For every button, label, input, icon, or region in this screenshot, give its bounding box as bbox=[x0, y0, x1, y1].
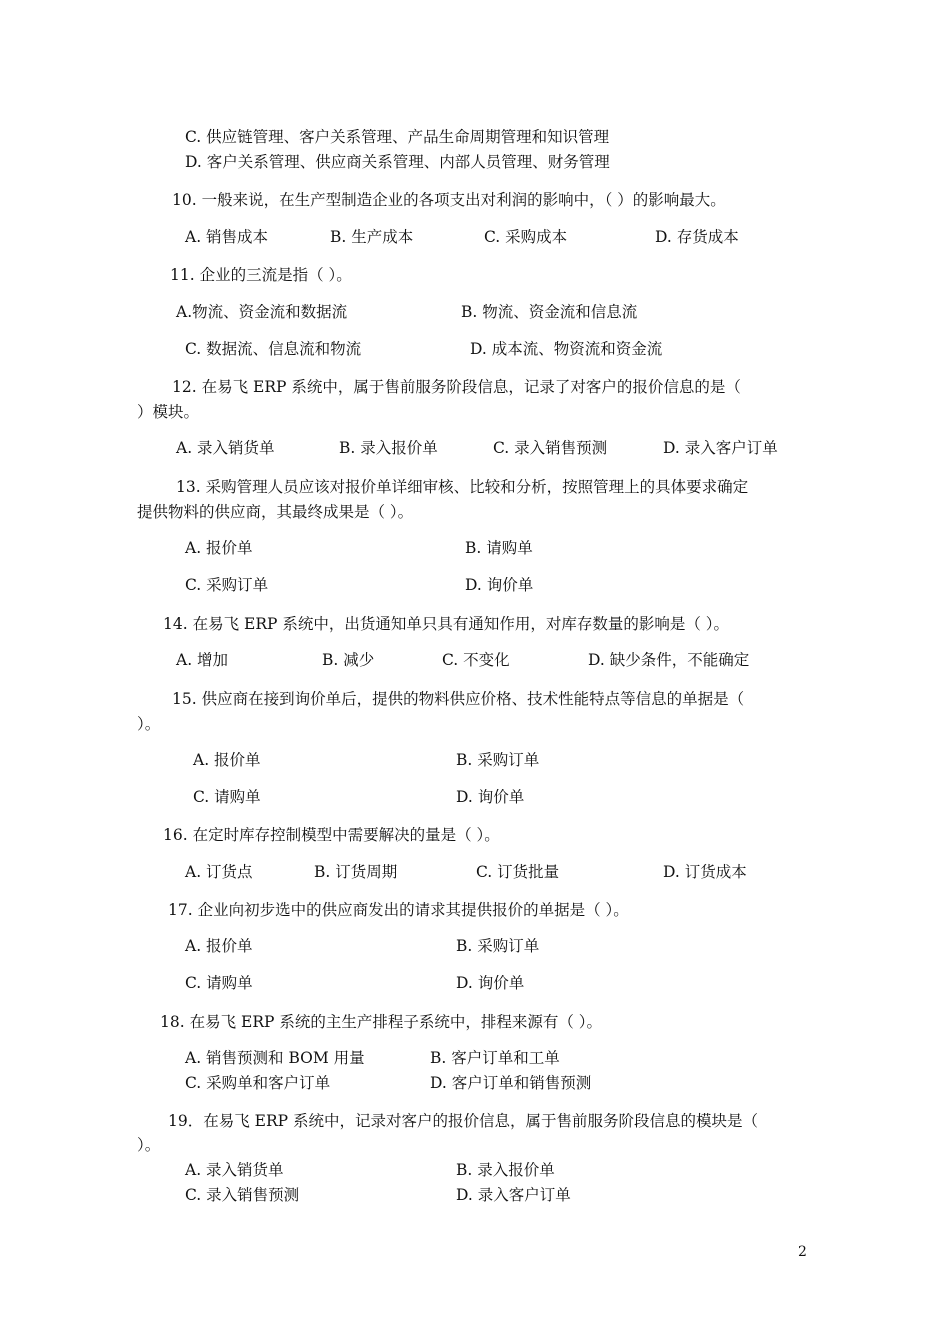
question-11: 11. 企业的三流是指（ ）。 bbox=[170, 266, 352, 284]
question-19-line-2: ）。 bbox=[137, 1136, 161, 1154]
q14-option-d: D. 缺少条件，不能确定 bbox=[588, 651, 750, 669]
q14-option-a: A. 增加 bbox=[176, 651, 229, 669]
q13-option-c: C. 采购订单 bbox=[185, 576, 269, 594]
q16-option-d: D. 订货成本 bbox=[663, 863, 747, 881]
question-13-line-2: 提供物料的供应商，其最终成果是（ ）。 bbox=[137, 503, 414, 521]
q12-option-c: C. 录入销售预测 bbox=[493, 439, 608, 457]
q19-option-d: D. 录入客户订单 bbox=[456, 1186, 571, 1204]
q15-option-d: D. 询价单 bbox=[456, 788, 525, 806]
q19-option-c: C. 录入销售预测 bbox=[185, 1186, 300, 1204]
q17-option-b: B. 采购订单 bbox=[456, 937, 540, 955]
q17-option-a: A. 报价单 bbox=[185, 937, 253, 955]
question-16: 16. 在定时库存控制模型中需要解决的量是（ ）。 bbox=[163, 826, 500, 844]
q9-option-d: D. 客户关系管理、供应商关系管理、内部人员管理、财务管理 bbox=[185, 153, 610, 171]
q15-option-c: C. 请购单 bbox=[193, 788, 261, 806]
question-12-line-1: 12. 在易飞 ERP 系统中，属于售前服务阶段信息，记录了对客户的报价信息的是（ bbox=[172, 378, 741, 396]
q17-option-c: C. 请购单 bbox=[185, 974, 253, 992]
q19-option-b: B. 录入报价单 bbox=[456, 1161, 555, 1179]
q13-option-d: D. 询价单 bbox=[465, 576, 534, 594]
q11-option-d: D. 成本流、物资流和资金流 bbox=[470, 340, 663, 358]
q10-option-c: C. 采购成本 bbox=[484, 228, 568, 246]
question-18: 18. 在易飞 ERP 系统的主生产排程子系统中，排程来源有（ ）。 bbox=[160, 1013, 603, 1031]
question-14: 14. 在易飞 ERP 系统中，出货通知单只具有通知作用，对库存数量的影响是（ ）。 bbox=[163, 615, 730, 633]
q16-option-c: C. 订货批量 bbox=[476, 863, 560, 881]
q9-option-c: C. 供应链管理、客户关系管理、产品生命周期管理和知识管理 bbox=[185, 128, 610, 146]
q12-option-a: A. 录入销货单 bbox=[176, 439, 275, 457]
q19-option-a: A. 录入销货单 bbox=[185, 1161, 284, 1179]
q14-option-c: C. 不变化 bbox=[442, 651, 510, 669]
q15-option-b: B. 采购订单 bbox=[456, 751, 540, 769]
question-19-line-1: 19．在易飞 ERP 系统中，记录对客户的报价信息，属于售前服务阶段信息的模块是（ bbox=[168, 1112, 758, 1130]
q18-option-c: C. 采购单和客户订单 bbox=[185, 1074, 331, 1092]
q16-option-a: A. 订货点 bbox=[185, 863, 253, 881]
q18-option-b: B. 客户订单和工单 bbox=[430, 1049, 560, 1067]
q18-option-d: D. 客户订单和销售预测 bbox=[430, 1074, 592, 1092]
q11-option-a: A.物流、资金流和数据流 bbox=[176, 303, 348, 321]
question-13-line-1: 13. 采购管理人员应该对报价单详细审核、比较和分析，按照管理上的具体要求确定 bbox=[176, 478, 749, 496]
q10-option-a: A. 销售成本 bbox=[185, 228, 269, 246]
question-17: 17. 企业向初步选中的供应商发出的请求其提供报价的单据是（ ）。 bbox=[168, 901, 629, 919]
q12-option-b: B. 录入报价单 bbox=[339, 439, 438, 457]
q10-option-b: B. 生产成本 bbox=[330, 228, 414, 246]
q18-option-a: A. 销售预测和 BOM 用量 bbox=[185, 1049, 365, 1067]
q11-option-b: B. 物流、资金流和信息流 bbox=[461, 303, 638, 321]
q16-option-b: B. 订货周期 bbox=[314, 863, 398, 881]
question-12-line-2: ）模块。 bbox=[137, 403, 200, 421]
q12-option-d: D. 录入客户订单 bbox=[663, 439, 778, 457]
q13-option-a: A. 报价单 bbox=[185, 539, 253, 557]
q15-option-a: A. 报价单 bbox=[193, 751, 261, 769]
q11-option-c: C. 数据流、信息流和物流 bbox=[185, 340, 362, 358]
question-10: 10. 一般来说，在生产型制造企业的各项支出对利润的影响中，（ ）的影响最大。 bbox=[172, 191, 726, 209]
q10-option-d: D. 存货成本 bbox=[655, 228, 739, 246]
page-number: 2 bbox=[798, 1244, 807, 1260]
q13-option-b: B. 请购单 bbox=[465, 539, 533, 557]
q14-option-b: B. 减少 bbox=[322, 651, 375, 669]
question-15-line-1: 15. 供应商在接到询价单后，提供的物料供应价格、技术性能特点等信息的单据是（ bbox=[172, 690, 745, 708]
q17-option-d: D. 询价单 bbox=[456, 974, 525, 992]
question-15-line-2: ）。 bbox=[137, 715, 161, 733]
